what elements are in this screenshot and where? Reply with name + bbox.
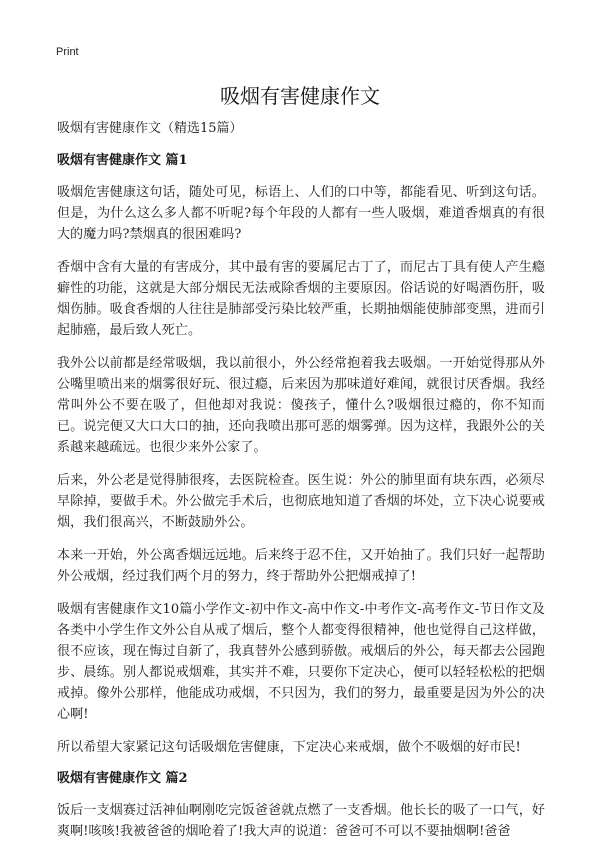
article-subtitle: 吸烟有害健康作文（精选15篇） xyxy=(57,121,243,136)
paragraph: 吸烟有害健康作文10篇小学作文-初中作文-高中作文-中考作文-高考作文-节日作文及各类中小学生作文外公自从戒了烟后，整个人都变得很精神，他也觉得自己这样做，很不应该，现在悔过自新了，我真替外公感到骄傲。戒烟后的外公，每天都去公园跑步、晨练。别人都说戒烟难，其实并不难，只要你下定决心，便可以轻轻松松的把烟戒掉。像外公那样，他能成功戒烟，不只因为，我们的努力，最重要是因为外公的决心啊! xyxy=(57,602,545,722)
paragraph: 饭后一支烟赛过活神仙啊刚吃完饭爸爸就点燃了一支香烟。他长长的吸了一口气，好爽啊!咳咳!我被爸爸的烟呛着了!我大声的说道：爸爸可不可以不要抽烟啊!爸爸 xyxy=(57,803,545,839)
print-link[interactable]: Print xyxy=(56,46,79,58)
paragraph: 后来，外公老是觉得肺很疼，去医院检查。医生说：外公的肺里面有块东西，必须尽早除掉，要做手术。外公做完手术后，也彻底地知道了香烟的坏处，立下决心说要戒烟，我们很高兴，不断鼓励外公。 xyxy=(57,473,545,530)
page-title: 吸烟有害健康作文 xyxy=(220,84,380,108)
paragraph: 我外公以前都是经常吸烟，我以前很小，外公经常抱着我去吸烟。一开始觉得那从外公嘴里喷出来的烟雾很好玩、很过瘾，后来因为那味道好难闻，就很讨厌香烟。我经常叫外公不要在吸了，但他却对我说：傻孩子，懂什么?吸烟很过瘾的，你不知而已。说完便又大口大口的抽，还向我喷出那可恶的烟雾弹。因为这样，我跟外公的关系越来越疏远。也很少来外公家了。 xyxy=(57,356,545,455)
essay-section-2 xyxy=(57,770,545,842)
paragraph: 所以希望大家紧记这句话吸烟危害健康，下定决心来戒烟，做个不吸烟的好市民! xyxy=(57,740,521,755)
paragraph: 本来一开始，外公离香烟远远地。后来终于忍不住，又开始抽了。我们只好一起帮助外公戒烟，经过我们两个月的努力，终于帮助外公把烟戒掉了! xyxy=(57,548,545,584)
section-heading: 吸烟有害健康作文 篇2 xyxy=(57,771,188,786)
essay-section-1 xyxy=(57,152,545,758)
article-body xyxy=(57,120,545,854)
paragraph: 香烟中含有大量的有害成分，其中最有害的要属尼古丁了，而尼古丁具有使人产生瘾癖性的功能，这就是大部分烟民无法戒除香烟的主要原因。俗话说的好喝酒伤肝，吸烟伤肺。吸食香烟的人往往是肺部受污染比较严重，长期抽烟能使肺部变黑，进而引起肺癌，最后致人死亡。 xyxy=(57,260,545,338)
paragraph: 吸烟危害健康这句话，随处可见，标语上、人们的口中等，都能看见、听到这句话。但是，为什么这么多人都不听呢?每个年段的人都有一些人吸烟，难道香烟真的有很大的魔力吗?禁烟真的很困难吗? xyxy=(57,185,545,242)
section-heading: 吸烟有害健康作文 篇1 xyxy=(57,153,188,168)
